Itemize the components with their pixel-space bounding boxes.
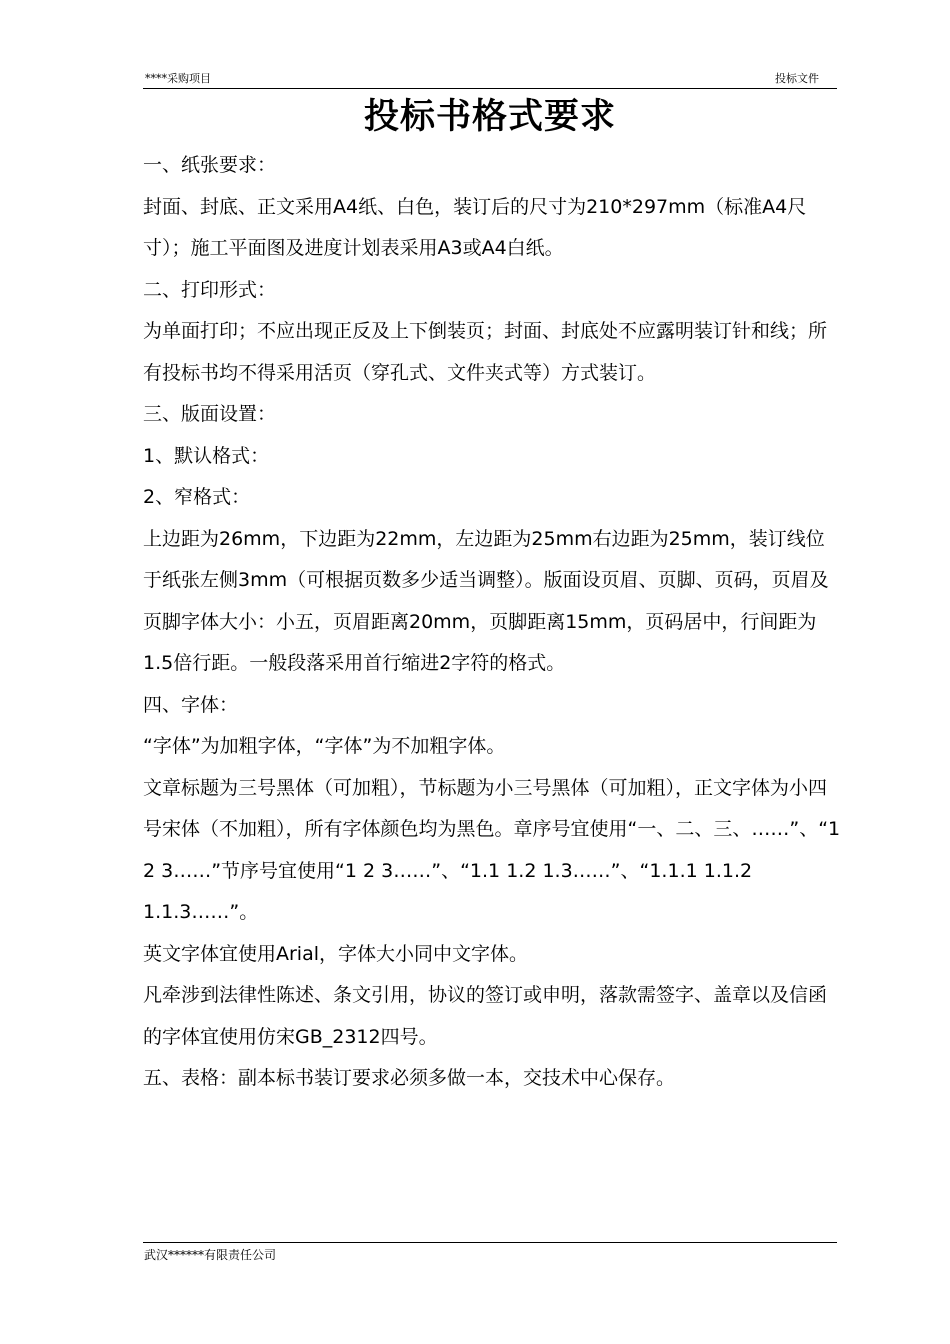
document-body [143,145,843,1100]
section-heading-table: 五、表格：副本标书装订要求必须多做一本，交技术中心保存。 [143,1067,676,1089]
paragraph-english-font: 英文字体宜使用Arial，字体大小同中文字体。 [143,942,529,965]
section-heading-paper: 一、纸张要求： [143,154,277,176]
page-header [143,70,837,89]
subheading-default-format: 1、默认格式： [143,444,270,467]
paragraph-print-spec: 为单面打印；不应出现正反及上下倒装页；封面、封底处不应露明装订针和线；所有投标书均不得采用活页（穿孔式、文件夹式等）方式装订。 [143,320,828,384]
paragraph-margin-spec: 上边距为26mm，下边距为22mm，左边距为25mm右边距为25mm，装订线位于纸张左侧3mm（可根据页数多少适当调整）。版面设页眉、页脚、页码，页眉及页脚字体大小：小五，页眉距离20mm，页脚距离15mm，页码居中，行间距为1.5倍行距。一般段落采用首行缩进2字符的格式。 [143,527,829,674]
paragraph-legal-font: 凡牵涉到法律性陈述、条文引用，协议的签订或申明，落款需签字、盖章以及信函的字体宜使用仿宋GB_2312四号。 [143,984,828,1048]
header-project-name: ****采购项目 [145,72,211,85]
header-doc-type: 投标文件 [775,72,819,85]
subheading-narrow-format: 2、窄格式： [143,486,251,508]
section-heading-font: 四、字体： [143,693,239,716]
page-title: 投标书格式要求 [363,97,616,137]
footer-company-name: 武汉******有限责任公司 [144,1248,277,1262]
paragraph-heading-fonts: 文章标题为三号黑体（可加粗），节标题为小三号黑体（可加粗），正文字体为小四号宋体（不加粗），所有字体颜色均为黑色。章序号宜使用“一、二、三、……”、“1 2 3……”节序号宜使用“1 2 3……”、“1.1 1.2 1.3……”、“1.1.1 1.1.2 1.1.3……”。 [143,776,841,923]
paragraph-paper-spec: 封面、封底、正文采用A4纸、白色，装订后的尺寸为210*297mm（标准A4尺寸）；施工平面图及进度计划表采用A3或A4白纸。 [143,195,807,259]
page-footer [143,1242,837,1267]
paragraph-bold-note: “字体”为加粗字体，“字体”为不加粗字体。 [143,735,506,757]
section-heading-layout: 三、版面设置： [143,403,277,425]
section-heading-print: 二、打印形式： [143,278,277,301]
